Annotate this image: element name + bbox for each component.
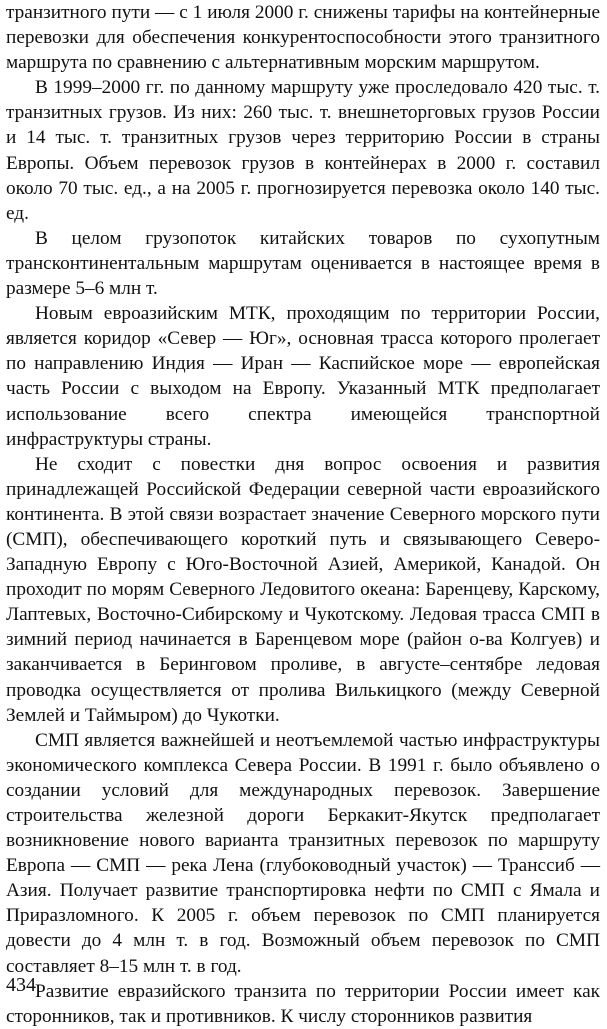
paragraph-3: В целом грузопоток китайских товаров по сухопутным трансконтинентальным маршрутам оценивается в настоящее время в размере 5–6 млн т. — [6, 227, 600, 300]
paragraph-2: В 1999–2000 гг. по данному маршруту уже проследовало 420 тыс. т. транзитных грузов. Из них: 260 тыс. т. внешнеторговых грузов России и 14 тыс. т. транзитных грузов через территорию России в страны Европы. Объем перевозок грузов в контейнерах в 2000 г. составил около 70 тыс. ед., а на 2005 г. прогнозируется перевозка около 140 тыс. ед. — [6, 77, 600, 224]
paragraph-6: СМП является важнейшей и неотъемлемой частью инфраструктуры экономического комплекса Севера России. В 1991 г. было объявлено о создании условий для международных перевозок. Завершение строительства железной дороги Беркакит-Якутск предполагает возникновение нового варианта транзитных перевозок по маршруту Европа — СМП — река Лена (глубоководный участок) — Транссиб — Азия. Получает развитие транспортировка нефти по СМП с Ямала и Приразломного. К 2005 г. объем перевозок по СМП планируется довести до 4 млн т. в год. Возможный объем перевозок по СМП составляет 8–15 млн т. в год. — [6, 729, 600, 977]
paragraph-7: Развитие евразийского транзита по территории России имеет как сторонников, так и противников. К числу сторонников развития — [6, 980, 600, 1027]
page-number: 434 — [6, 974, 36, 996]
paragraph-1: транзитного пути — с 1 июля 2000 г. снижены тарифы на контейнерные перевозки для обеспечения конкурентоспособности этого транзитного маршрута по сравнению с альтернативным морским маршрутом. — [6, 2, 600, 74]
book-page — [6, 0, 600, 1027]
paragraph-4: Новым евроазийским МТК, проходящим по территории России, является коридор «Север — Юг», основная трасса которого пролегает по направлению Индия — Иран — Каспийское море — европейская часть России с выходом на Европу. Указанный МТК предполагает использование всего спектра имеющейся транспортной инфраструктуры страны. — [6, 303, 600, 450]
body-text — [6, 0, 600, 1029]
paragraph-5: Не сходит с повестки дня вопрос освоения и развития принадлежащей Российской Федерации северной части евроазийского континента. В этой связи возрастает значение Северного морского пути (СМП), обеспечивающего короткий путь и связывающего Северо-Западную Европу с Юго-Восточной Азией, Америкой, Канадой. Он проходит по морям Северного Ледовитого океана: Баренцеву, Карскому, Лаптевых, Восточно-Сибирскому и Чукотскому. Ледовая трасса СМП в зимний период начинается в Баренцевом море (район о-ва Колгуев) и заканчивается в Беринговом проливе, в августе–сентябре ледовая проводка осуществляется от пролива Вилькицкого (между Северной Землей и Таймыром) до Чукотки. — [6, 453, 600, 726]
